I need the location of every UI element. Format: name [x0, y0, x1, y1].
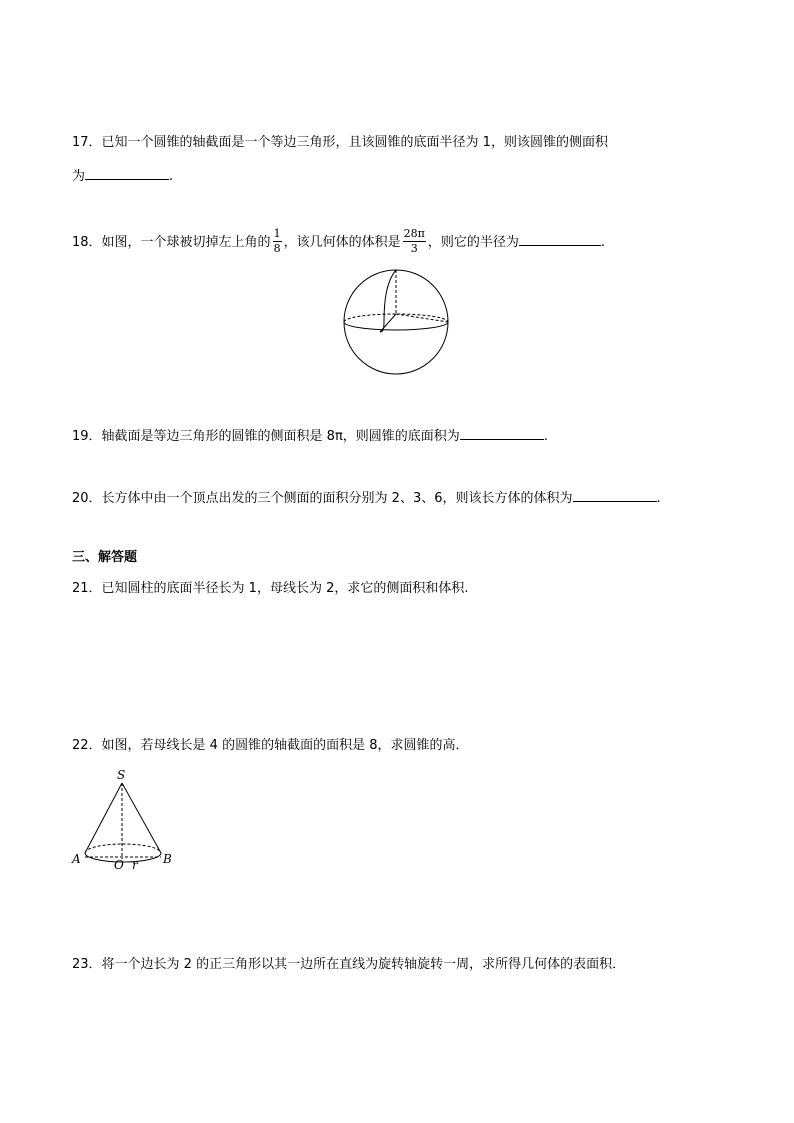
- question-23-line: [72, 956, 625, 974]
- answer-blank-17[interactable]: [85, 165, 169, 180]
- question-17-line-1: [72, 134, 608, 152]
- cone-left-generatrix: [85, 783, 122, 853]
- label-radius-r: r: [132, 858, 138, 872]
- fraction-28pi-over-3: [403, 228, 426, 255]
- question-20-end: .: [656, 491, 661, 506]
- sphere-equator-back: [344, 314, 448, 322]
- question-23-text: 将一个边长为 2 的正三角形以其一边所在直线为旋转轴旋转一周，求所得几何体的表面积．: [101, 957, 626, 972]
- answer-blank-20[interactable]: [573, 487, 657, 502]
- question-19-line: [72, 425, 548, 446]
- fraction-1-numerator: 1: [273, 227, 281, 240]
- label-center-o: O: [114, 858, 124, 872]
- cut-section-edge: [380, 314, 396, 332]
- fraction-2-denominator: 3: [410, 242, 418, 255]
- question-18-line: [72, 229, 605, 256]
- question-21-number: 21．: [72, 581, 102, 596]
- question-20-number: 20．: [72, 491, 102, 506]
- question-23-number: 23．: [72, 957, 102, 972]
- question-21-line: [72, 580, 469, 598]
- question-21-text: 已知圆柱的底面半径长为 1，母线长为 2，求它的侧面积和体积.: [101, 581, 469, 596]
- sphere-figure: [340, 266, 452, 378]
- fraction-one-eighth: [273, 228, 282, 255]
- question-20-line: [72, 487, 661, 508]
- label-apex-s: S: [117, 768, 126, 782]
- question-17-text: 已知一个圆锥的轴截面是一个等边三角形，且该圆锥的底面半径为 1，则该圆锥的侧面积: [101, 135, 608, 150]
- question-17-number: 17．: [72, 135, 102, 150]
- question-19-text: 轴截面是等边三角形的圆锥的侧面积是 8π，则圆锥的底面积为: [101, 429, 460, 444]
- answer-blank-19[interactable]: [460, 425, 544, 440]
- section-heading: 三、解答题: [72, 550, 138, 565]
- question-17-text-2: 为: [72, 169, 86, 184]
- question-18-text-c: ，则它的半径为: [427, 235, 519, 250]
- question-17-end: .: [169, 169, 174, 184]
- question-19-end: .: [543, 429, 548, 444]
- question-18-text-a: 如图，一个球被切掉左上角的: [101, 235, 271, 250]
- fraction-1-denominator: 8: [273, 242, 281, 255]
- horizontal-radius-dashed: [396, 314, 448, 322]
- sphere-equator-front: [344, 322, 448, 330]
- label-right-b: B: [163, 852, 172, 866]
- question-18-end: .: [600, 235, 605, 250]
- cone-right-generatrix: [122, 783, 161, 853]
- question-22-line: [72, 737, 469, 755]
- fraction-2-numerator: 28π: [403, 227, 425, 240]
- question-19-number: 19．: [72, 429, 102, 444]
- question-20-text: 长方体中由一个顶点出发的三个侧面的面积分别为 2、3、6，则该长方体的体积为: [101, 491, 573, 506]
- question-17-line-2: [72, 165, 173, 186]
- answer-blank-18[interactable]: [519, 231, 601, 246]
- cone-base-back: [85, 844, 161, 853]
- question-22-text: 如图，若母线长是 4 的圆锥的轴截面的面积是 8，求圆锥的高．: [101, 738, 469, 753]
- label-left-a: A: [72, 852, 81, 866]
- question-18-text-b: ，该几何体的体积是: [283, 235, 401, 250]
- question-18-number: 18．: [72, 235, 102, 250]
- question-22-number: 22．: [72, 738, 102, 753]
- cone-figure: [70, 765, 180, 875]
